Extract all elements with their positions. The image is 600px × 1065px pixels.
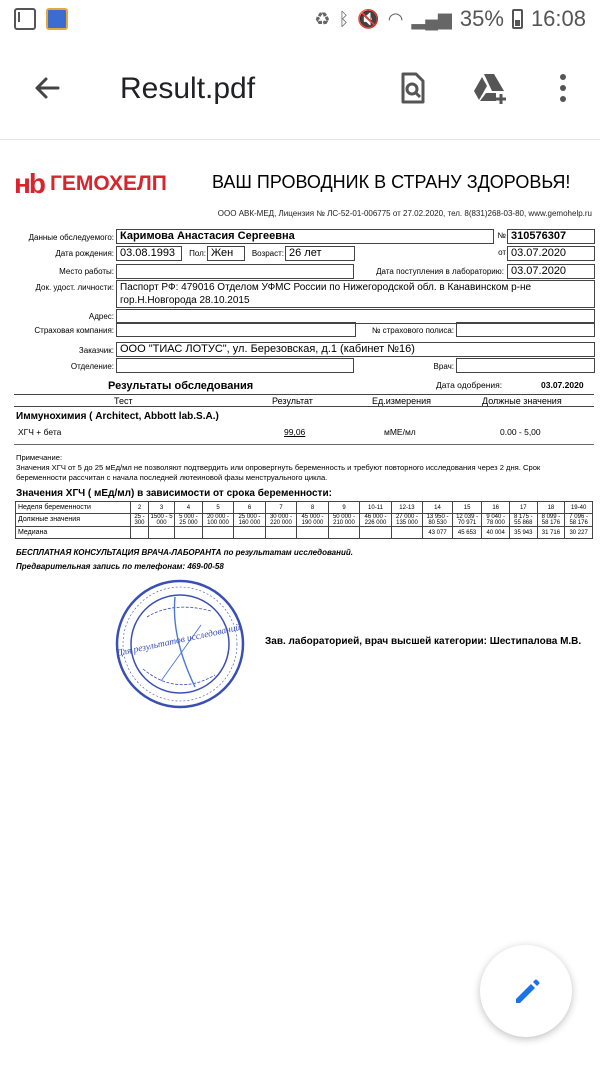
table-cell: 50 000 - 210 000 bbox=[328, 514, 360, 527]
table-cell bbox=[148, 527, 174, 539]
table-cell bbox=[391, 527, 423, 539]
table-cell: 19-40 bbox=[565, 502, 593, 514]
label-doctor: Врач: bbox=[433, 362, 454, 371]
table-cell: 35 943 bbox=[509, 527, 537, 539]
signature-line: Зав. лабораторией, врач высшей категории: Шестипалова М.В. bbox=[265, 636, 582, 647]
table-cell: 15 bbox=[452, 502, 482, 514]
label-birth: Дата рождения: bbox=[55, 249, 114, 258]
label-policy: № страхового полиса: bbox=[371, 326, 454, 335]
table-row bbox=[16, 527, 593, 539]
results-header bbox=[14, 394, 594, 407]
lab-stamp bbox=[113, 577, 247, 711]
sex: Жен bbox=[207, 246, 245, 261]
table-cell: 30 000 - 220 000 bbox=[265, 514, 297, 527]
row-label: Неделя беременности bbox=[16, 502, 131, 514]
table-cell bbox=[360, 527, 392, 539]
label-customer: Заказчик: bbox=[78, 346, 114, 355]
col-unit: Ед.измерения bbox=[372, 396, 431, 406]
battery-percent: 35% bbox=[459, 6, 504, 31]
back-arrow-icon[interactable] bbox=[28, 68, 68, 108]
logo-mark: нb bbox=[14, 168, 45, 199]
table-cell: 25 - 300 bbox=[131, 514, 149, 527]
battery-icon bbox=[512, 9, 523, 29]
work-place bbox=[116, 264, 354, 279]
license-line: ООО АВК-МЕД, Лицензия № ЛС-52-01-006775 от 27.02.2020, тел. 8(831)268-03-80, www.gemohelp.ru bbox=[217, 209, 592, 218]
more-options-icon[interactable] bbox=[548, 68, 578, 108]
label-arrival: Дата поступления в лабораторию: bbox=[376, 267, 504, 276]
table-cell: 8 bbox=[297, 502, 329, 514]
pdf-page[interactable] bbox=[0, 140, 600, 1065]
app-notification-icon bbox=[46, 8, 68, 30]
approval-date: 03.07.2020 bbox=[541, 380, 584, 390]
table-cell: 40 004 bbox=[482, 527, 510, 539]
table-cell: 25 000 - 160 000 bbox=[234, 514, 266, 527]
table-cell: 4 bbox=[175, 502, 203, 514]
table-cell: 3 bbox=[148, 502, 174, 514]
table-cell: 45 000 - 190 000 bbox=[297, 514, 329, 527]
add-to-drive-icon[interactable] bbox=[470, 68, 510, 108]
phone-text: Предварительная запись по телефонам: 469-00-58 bbox=[16, 562, 224, 571]
edit-fab[interactable] bbox=[480, 945, 572, 1037]
policy-number bbox=[456, 322, 595, 337]
table-cell bbox=[175, 527, 203, 539]
department bbox=[116, 358, 354, 373]
insurance-company bbox=[116, 322, 356, 337]
recycle-icon: ♻ bbox=[314, 8, 331, 29]
table-cell: 43 077 bbox=[423, 527, 453, 539]
customer: ООО "ТИАС ЛОТУС", ул. Березовская, д.1 (кабинет №16) bbox=[116, 342, 595, 357]
row-label: Медиана bbox=[16, 527, 131, 539]
table-cell: 16 bbox=[482, 502, 510, 514]
id-document: Паспорт РФ: 479016 Отделом УФМС России по Нижегородской обл. в Канавинском р-не гор.Н.Новгорода 28.10.2015 bbox=[116, 280, 595, 308]
table-cell: 20 000 - 100 000 bbox=[202, 514, 234, 527]
patient-name: Каримова Анастасия Сергеевна bbox=[116, 229, 494, 244]
table-cell: 17 bbox=[509, 502, 537, 514]
table-cell: 1500 - 5 000 bbox=[148, 514, 174, 527]
clock: 16:08 bbox=[530, 6, 586, 31]
table-cell: 13 950 - 80 530 bbox=[423, 514, 453, 527]
status-bar bbox=[0, 0, 600, 40]
table-cell: 18 bbox=[537, 502, 565, 514]
label-address: Адрес: bbox=[88, 312, 114, 321]
document-title: Result.pdf bbox=[120, 72, 256, 105]
order-number: 310576307 bbox=[507, 229, 595, 244]
pencil-icon bbox=[510, 975, 542, 1007]
table-cell: 12-13 bbox=[391, 502, 423, 514]
divider bbox=[14, 444, 594, 445]
mute-icon: 🔇 bbox=[357, 8, 380, 29]
table-cell: 31 716 bbox=[537, 527, 565, 539]
label-insurance: Страховая компания: bbox=[34, 326, 114, 335]
table-cell: 7 096 - 58 176 bbox=[565, 514, 593, 527]
hcg-title: Значения ХГЧ ( мЕд/мл) в зависимости от срока беременности: bbox=[16, 488, 332, 499]
label-department: Отделение: bbox=[70, 362, 114, 371]
label-sex: Пол: bbox=[189, 249, 206, 258]
birth-date: 03.08.1993 bbox=[116, 246, 182, 261]
table-cell: 46 000 - 226 000 bbox=[360, 514, 392, 527]
gallery-notification-icon bbox=[14, 8, 36, 30]
table-cell: 30 227 bbox=[565, 527, 593, 539]
table-cell bbox=[297, 527, 329, 539]
table-cell: 45 653 bbox=[452, 527, 482, 539]
signal-icon: ▂▄▆ bbox=[411, 8, 452, 29]
table-cell bbox=[202, 527, 234, 539]
test-result: 99,06 bbox=[284, 427, 306, 437]
table-cell: 9 bbox=[328, 502, 360, 514]
logo bbox=[14, 168, 167, 200]
label-work: Место работы: bbox=[59, 267, 114, 276]
table-cell bbox=[131, 527, 149, 539]
table-cell: 5 000 - 25 000 bbox=[175, 514, 203, 527]
section-immunochem: Иммунохимия ( Architect, Abbott lab.S.A.) bbox=[16, 411, 219, 422]
table-row bbox=[16, 502, 593, 514]
table-cell: 7 bbox=[265, 502, 297, 514]
bluetooth-icon: ᛒ bbox=[338, 8, 350, 29]
row-label: Должные значения bbox=[16, 514, 131, 527]
table-cell bbox=[328, 527, 360, 539]
table-row bbox=[16, 514, 593, 527]
logo-text: ГЕМОХЕЛП bbox=[50, 172, 167, 195]
table-cell: 8 099 - 58 176 bbox=[537, 514, 565, 527]
test-unit: мМЕ/мл bbox=[384, 427, 416, 437]
col-norm: Должные значения bbox=[482, 396, 562, 406]
test-norm: 0.00 - 5,00 bbox=[500, 427, 541, 437]
find-in-page-icon[interactable] bbox=[392, 68, 432, 108]
label-number: № bbox=[497, 231, 506, 240]
consult-text: БЕСПЛАТНАЯ КОНСУЛЬТАЦИЯ ВРАЧА-ЛАБОРАНТА по результатам исследований. bbox=[16, 548, 353, 557]
label-patient: Данные обследуемого: bbox=[28, 233, 114, 242]
note-title: Примечание: bbox=[16, 453, 63, 462]
app-bar bbox=[0, 40, 600, 140]
table-cell: 14 bbox=[423, 502, 453, 514]
table-cell: 8 175 - 55 868 bbox=[509, 514, 537, 527]
col-result: Результат bbox=[272, 396, 313, 406]
table-cell: 27 000 - 135 000 bbox=[391, 514, 423, 527]
approval-label: Дата одобрения: bbox=[436, 380, 503, 390]
arrival-date: 03.07.2020 bbox=[507, 264, 595, 279]
from-date: 03.07.2020 bbox=[507, 246, 595, 261]
age: 26 лет bbox=[285, 246, 355, 261]
table-cell: 6 bbox=[234, 502, 266, 514]
table-cell bbox=[265, 527, 297, 539]
col-test: Тест bbox=[114, 396, 133, 406]
table-cell: 2 bbox=[131, 502, 149, 514]
label-id-doc: Док. удост. личности: bbox=[35, 283, 114, 292]
stamp-text: Для результатов исследований bbox=[116, 623, 242, 660]
table-cell: 12 039 - 70 971 bbox=[452, 514, 482, 527]
label-from: от bbox=[498, 248, 506, 257]
test-name: ХГЧ + бета bbox=[18, 427, 62, 437]
table-cell: 9 040 - 78 000 bbox=[482, 514, 510, 527]
wifi-icon: ◠ bbox=[387, 8, 404, 29]
doctor bbox=[456, 358, 595, 373]
table-cell: 10-11 bbox=[360, 502, 392, 514]
label-age: Возраст: bbox=[251, 249, 284, 258]
table-cell: 5 bbox=[202, 502, 234, 514]
results-title: Результаты обследования bbox=[108, 380, 254, 392]
hcg-table bbox=[15, 501, 593, 539]
slogan: ВАШ ПРОВОДНИК В СТРАНУ ЗДОРОВЬЯ! bbox=[212, 172, 571, 192]
note-text: Значения ХГЧ от 5 до 25 мЕд/мл не позволяют подтвердить или опровергнуть беременность и требуют повторного исследования через 2 дня. Срок беременности рассчитан с начала последней лютеиновой фазы менструального цикла. bbox=[16, 463, 541, 482]
table-cell bbox=[234, 527, 266, 539]
